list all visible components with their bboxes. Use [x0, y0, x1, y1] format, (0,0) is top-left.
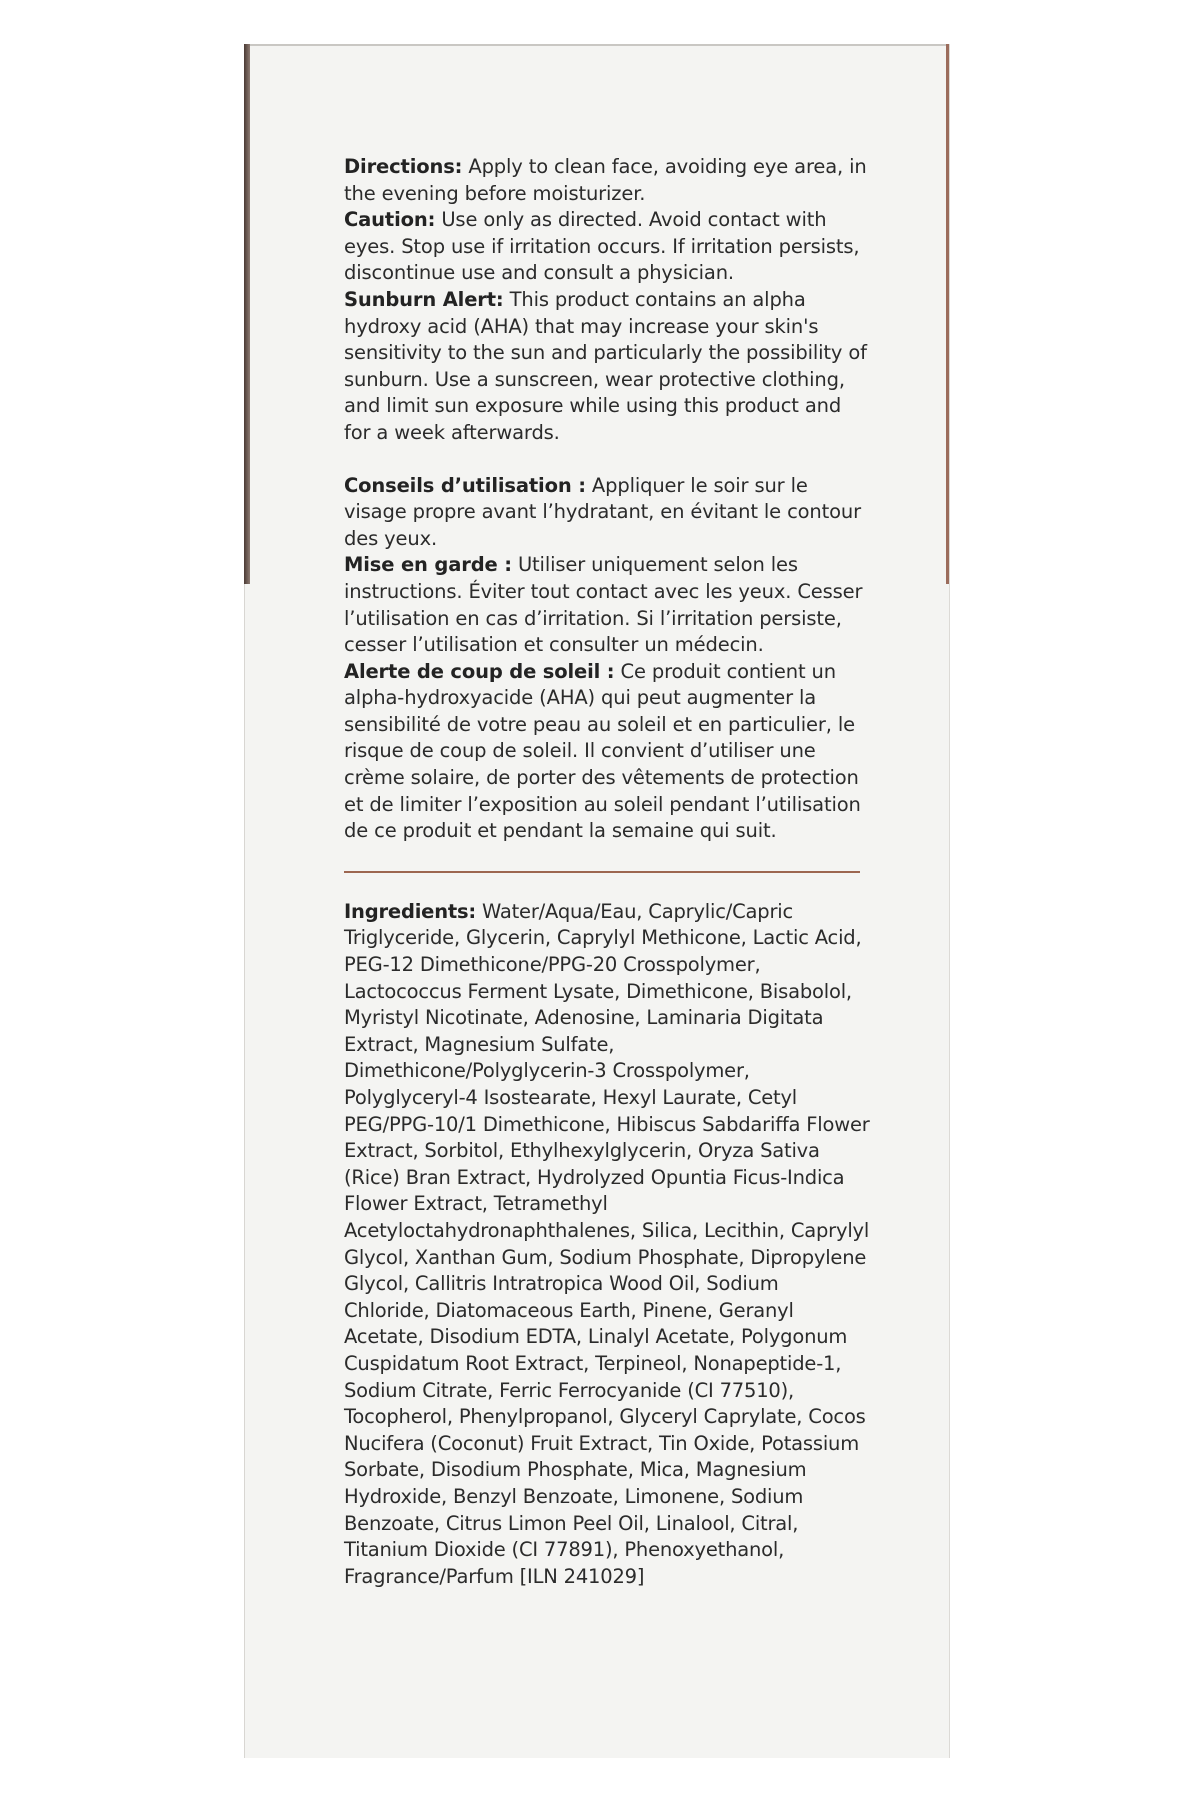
- alerte-text: Ce produit contient un alpha-hydroxyacide (AHA) qui peut augmenter la sensibilité de votre peau au soleil et en particulier, le risque de coup de soleil. Il convient d’utiliser une crème solaire, de porter des vêtements de protection et de limiter l’exposition au soleil pendant l’utilisation de ce produit et pendant la semaine qui suit.: [344, 659, 861, 843]
- conseils-text: Appliquer le soir sur le visage propre avant l’hydratant, en évitant le contour des yeux.: [344, 473, 861, 550]
- label-text-block: [344, 154, 870, 1590]
- mise-en-garde-label: Mise en garde :: [344, 553, 512, 577]
- sunburn-label: Sunburn Alert:: [344, 287, 504, 311]
- directions-paragraph: [344, 154, 870, 207]
- package-left-edge: [244, 44, 250, 584]
- package-top-edge: [250, 44, 946, 46]
- ingredients-paragraph: [344, 899, 870, 1590]
- caution-text: Use only as directed. Avoid contact with eyes. Stop use if irritation occurs. If irritation persists, discontinue use and consult a physician.: [344, 208, 860, 285]
- directions-text: Apply to clean face, avoiding eye area, in the evening before moisturizer.: [344, 155, 867, 205]
- section-divider: [344, 871, 860, 873]
- directions-label: Directions:: [344, 155, 463, 178]
- ingredients-label: Ingredients:: [344, 899, 477, 923]
- alerte-label: Alerte de coup de soleil :: [344, 659, 615, 683]
- ingredients-text: Water/Aqua/Eau, Caprylic/Capric Triglyceride, Glycerin, Caprylyl Methicone, Lactic Acid, PEG-12 Dimethicone/PPG-20 Crosspolymer, Lactococcus Ferment Lysate, Dimethicone, Bisabolol, Myristyl Nicotinate, Adenosine, Laminaria Digitata Extract, Magnesium Sulfate, Dimethicone/Polyglycerin-3 Crosspolymer, Polyglyceryl-4 Isostearate, Hexyl Laurate, Cetyl PEG/PPG-10/1 Dimethicone, Hibiscus Sabdariffa Flower Extract, Sorbitol, Ethylhexylglycerin, Oryza Sativa (Rice) Bran Extract, Hydrolyzed Opuntia Ficus-Indica Flower Extract, Tetramethyl Acetyloctahydronaphthalenes, Silica, Lecithin, Caprylyl Glycol, Xanthan Gum, Sodium Phosphate, Dipropylene Glycol, Callitris Intratropica Wood Oil, Sodium Chloride, Diatomaceous Earth, Pinene, Geranyl Acetate, Disodium EDTA, Linalyl Acetate, Polygonum Cuspidatum Root Extract, Terpineol, Nonapeptide-1, Sodium Citrate, Ferric Ferrocyanide (CI 77510), Tocopherol, Phenylpropanol, Glyceryl Caprylate, Cocos Nucifera (Coconut) Fruit Extract, Tin Oxide, Potassium Sorbate, Disodium Phosphate, Mica, Magnesium Hydroxide, Benzyl Benzoate, Limonene, Sodium Benzoate, Citrus Limon Peel Oil, Linalool, Citral, Titanium Dioxide (CI 77891), Phenoxyethanol, Fragrance/Parfum [ILN 241029]: [344, 899, 870, 1588]
- sunburn-paragraph: [344, 287, 870, 447]
- caution-label: Caution:: [344, 208, 436, 232]
- section-gap: [344, 447, 870, 473]
- alerte-paragraph: [344, 659, 870, 845]
- caution-paragraph: [344, 207, 870, 287]
- conseils-paragraph: [344, 473, 870, 553]
- mise-en-garde-text: Utiliser uniquement selon les instructions. Éviter tout contact avec les yeux. Cesser l’utilisation en cas d’irritation. Si l’irritation persiste, cesser l’utilisation et consulter un médecin.: [344, 553, 863, 657]
- sunburn-text: This product contains an alpha hydroxy acid (AHA) that may increase your skin's sensitivity to the sun and particularly the possibility of sunburn. Use a sunscreen, wear protective clothing, and limit sun exposure while using this product and for a week afterwards.: [344, 287, 867, 444]
- package-right-edge: [946, 44, 949, 584]
- conseils-label: Conseils d’utilisation :: [344, 473, 586, 497]
- mise-en-garde-paragraph: [344, 552, 870, 658]
